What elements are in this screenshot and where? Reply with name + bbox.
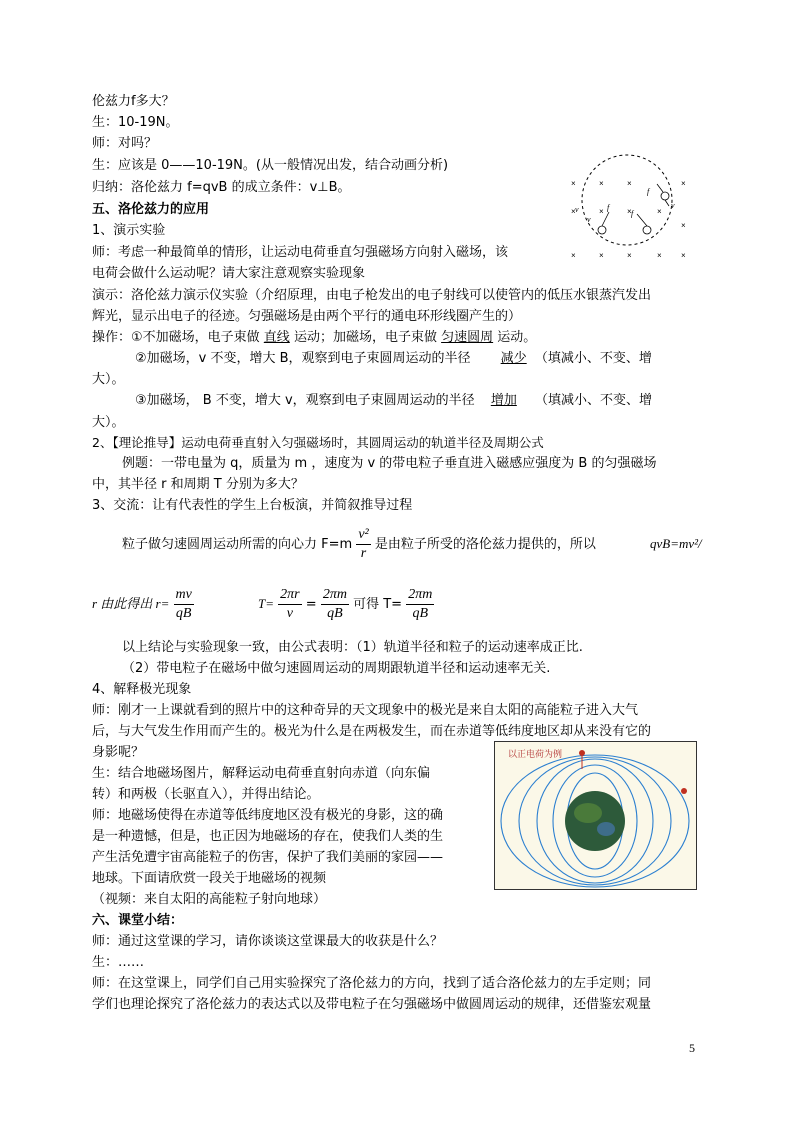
ocean bbox=[597, 822, 615, 836]
charge-circle bbox=[643, 226, 651, 234]
dashed-orbit bbox=[582, 155, 672, 245]
field-cross: × bbox=[627, 251, 632, 260]
answer-blank: 匀速圆周 bbox=[441, 330, 494, 345]
formula-line bbox=[122, 524, 596, 566]
text-span: 可得 T= bbox=[353, 597, 403, 612]
text-line: 转）和两极（长驱直入），并得出结论。 bbox=[92, 787, 320, 802]
fraction-mv-over-qB bbox=[174, 586, 194, 623]
text-line: 生：结合地磁场图片，解释运动电荷垂直射向赤道（向东偏 bbox=[92, 766, 431, 781]
force-label: f bbox=[647, 187, 650, 196]
fraction-v2-over-r bbox=[356, 526, 370, 563]
numerator: 2πr bbox=[278, 586, 301, 605]
charge-circle bbox=[598, 226, 606, 234]
numerator: 2πm bbox=[406, 586, 434, 605]
formula-line bbox=[92, 583, 194, 625]
field-cross: × bbox=[571, 179, 576, 188]
figure-title: 以正电荷为例 bbox=[508, 750, 563, 760]
text-line: 2、【理论推导】运动电荷垂直射入匀强磁场时，其圆周运动的轨道半径及周期公式 bbox=[92, 435, 544, 450]
velocity-label: v bbox=[671, 201, 675, 210]
field-cross: × bbox=[599, 207, 604, 216]
force-arrow bbox=[657, 184, 663, 192]
text-span: 粒子做匀速圆周运动所需的向心力 F=m bbox=[122, 537, 353, 552]
text-line: 大）。 bbox=[92, 372, 125, 387]
text-span: T= bbox=[258, 596, 275, 611]
continent bbox=[574, 803, 602, 823]
section-heading: 六、课堂小结： bbox=[92, 913, 184, 928]
page-number: 5 bbox=[689, 1041, 695, 1055]
text-line: （2）带电粒子在磁场中做匀速圆周运动的周期跟轨道半径和运动速率无关. bbox=[122, 661, 551, 676]
fraction-2pim-over-qB bbox=[406, 586, 434, 623]
text-line: 师：对吗？ bbox=[92, 136, 158, 151]
field-cross: × bbox=[657, 251, 662, 260]
numerator: mv bbox=[174, 586, 194, 605]
text-line: 生：…… bbox=[92, 955, 145, 970]
operation-line bbox=[135, 349, 652, 369]
fraction-2pim-over-qB bbox=[321, 586, 349, 623]
field-cross: × bbox=[599, 251, 604, 260]
field-cross: × bbox=[571, 251, 576, 260]
field-cross: × bbox=[657, 207, 662, 216]
text-line: 学们也理论探究了洛伦兹力的表达式以及带电粒子在匀强磁场中做圆周运动的规律，还借鉴宏观量 bbox=[92, 997, 652, 1012]
text-line: 产生活免遭宇宙高能粒子的伤害，保护了我们美丽的家园—— bbox=[92, 850, 444, 865]
formula-text: qvB=mv²/ bbox=[650, 536, 702, 551]
text-line: 归纳：洛伦兹力 f=qvB 的成立条件：v⊥B。 bbox=[92, 180, 351, 195]
text-line: 身影呢？ bbox=[92, 745, 145, 760]
answer-blank: 增加 bbox=[490, 393, 517, 408]
operation-line bbox=[92, 328, 536, 348]
formula-line bbox=[258, 583, 434, 625]
equals-sign: = bbox=[305, 597, 317, 612]
operation-line bbox=[135, 391, 652, 411]
text-line: 后，与大气发生作用而产生的。极光为什么是在两极发生，而在赤道等低纬度地区却从来没有它的 bbox=[92, 724, 652, 739]
force-label: f bbox=[631, 209, 634, 218]
text-line: 师：地磁场使得在赤道等低纬度地区没有极光的身影，这的确 bbox=[92, 808, 444, 823]
field-cross: × bbox=[681, 251, 686, 260]
text-line: 生：10-19N。 bbox=[92, 115, 179, 130]
text-span: 操作：①不加磁场，电子束做 bbox=[92, 330, 260, 345]
circular-motion-figure bbox=[565, 148, 687, 264]
velocity-arrow bbox=[665, 200, 669, 206]
velocity-label: v bbox=[587, 215, 591, 224]
text-line: 地球。下面请欣赏一段关于地磁场的视频 bbox=[92, 871, 327, 886]
denominator: qB bbox=[412, 606, 429, 621]
text-line: 3、交流：让有代表性的学生上台板演，并简叙推导过程 bbox=[92, 498, 413, 513]
text-line: 师：考虑一种最简单的情形，让运动电荷垂直匀强磁场方向射入磁场，该 bbox=[92, 245, 509, 260]
field-cross: × bbox=[681, 221, 686, 230]
numerator: v² bbox=[356, 526, 370, 545]
denominator: qB bbox=[327, 606, 343, 621]
denominator: v bbox=[286, 606, 293, 621]
answer-blank: 直线 bbox=[263, 330, 290, 345]
text-line: 1、演示实验 bbox=[92, 223, 166, 238]
section-heading: 五、洛伦兹力的应用 bbox=[92, 202, 210, 217]
denominator: r bbox=[360, 546, 367, 561]
earth-magnetic-field-figure bbox=[494, 741, 697, 890]
incoming-particle bbox=[579, 750, 585, 756]
incoming-particle bbox=[681, 788, 687, 794]
fraction-2pir-over-v bbox=[278, 586, 301, 623]
text-line: 师：在这堂课上，同学们自己用实验探究了洛伦兹力的方向，找到了适合洛伦兹力的左手定则；同 bbox=[92, 976, 652, 991]
text-line: 伦兹力f多大？ bbox=[92, 94, 175, 109]
denominator: qB bbox=[175, 606, 192, 621]
text-span: ②加磁场，v 不变，增大 B，观察到电子束圆周运动的半径 bbox=[135, 351, 471, 366]
text-line: 演示：洛伦兹力演示仪实验（介绍原理，由电子枪发出的电子射线可以使管内的低压水银蒸汽发出 bbox=[92, 288, 652, 303]
text-span: 运动；加磁场，电子束做 bbox=[293, 330, 437, 345]
text-line: （视频：来自太阳的高能粒子射向地球） bbox=[92, 892, 327, 907]
numerator: 2πm bbox=[321, 586, 349, 605]
text-span: （填减小、不变、增 bbox=[534, 393, 652, 408]
text-line: 4、解释极光现象 bbox=[92, 682, 192, 697]
field-cross: × bbox=[681, 179, 686, 188]
text-line: 中，其半径 r 和周期 T 分别为多大？ bbox=[92, 477, 304, 492]
field-cross: × bbox=[627, 207, 632, 216]
text-line: 辉光，显示出电子的径迹。匀强磁场是由两个平行的通电环形线圈产生的） bbox=[92, 309, 522, 324]
text-span: （填减小、不变、增 bbox=[534, 351, 652, 366]
text-line: 大）。 bbox=[92, 415, 125, 430]
text-span: 是由粒子所受的洛伦兹力提供的，所以 bbox=[374, 537, 596, 552]
text-span: 运动。 bbox=[497, 330, 537, 345]
answer-blank: 减少 bbox=[500, 351, 527, 366]
force-label: f bbox=[607, 203, 610, 212]
charge-circle bbox=[661, 192, 669, 200]
text-line: 以上结论与实验现象一致，由公式表明：（1）轨道半径和粒子的运动速率成正比. bbox=[122, 640, 583, 655]
text-line: 是一种遗憾，但是，也正因为地磁场的存在，使我们人类的生 bbox=[92, 829, 444, 844]
text-line: 生：应该是 0——10-19N。(从一般情况出发，结合动画分析) bbox=[92, 158, 449, 173]
field-cross: × bbox=[627, 179, 632, 188]
text-line: 电荷会做什么运动呢？请大家注意观察实验现象 bbox=[92, 266, 366, 281]
text-line: 师：刚才一上课就看到的照片中的这种奇异的天文现象中的极光是来自太阳的高能粒子进入大气 bbox=[92, 703, 639, 718]
velocity-label: v bbox=[575, 205, 579, 214]
field-cross: × bbox=[599, 179, 604, 188]
text-line: 例题：一带电量为 q，质量为 m ，速度为 v 的带电粒子垂直进入磁感应强度为 B 的匀强磁场 bbox=[122, 456, 657, 471]
field-cross: × bbox=[571, 207, 576, 216]
text-span: ③加磁场， B 不变，增大 v，观察到电子束圆周运动的半径 bbox=[135, 393, 475, 408]
text-span: r 由此得出 r= bbox=[92, 596, 170, 611]
text-line: 师：通过这堂课的学习，请你谈谈这堂课最大的收获是什么？ bbox=[92, 934, 444, 949]
force-arrow bbox=[637, 214, 647, 226]
